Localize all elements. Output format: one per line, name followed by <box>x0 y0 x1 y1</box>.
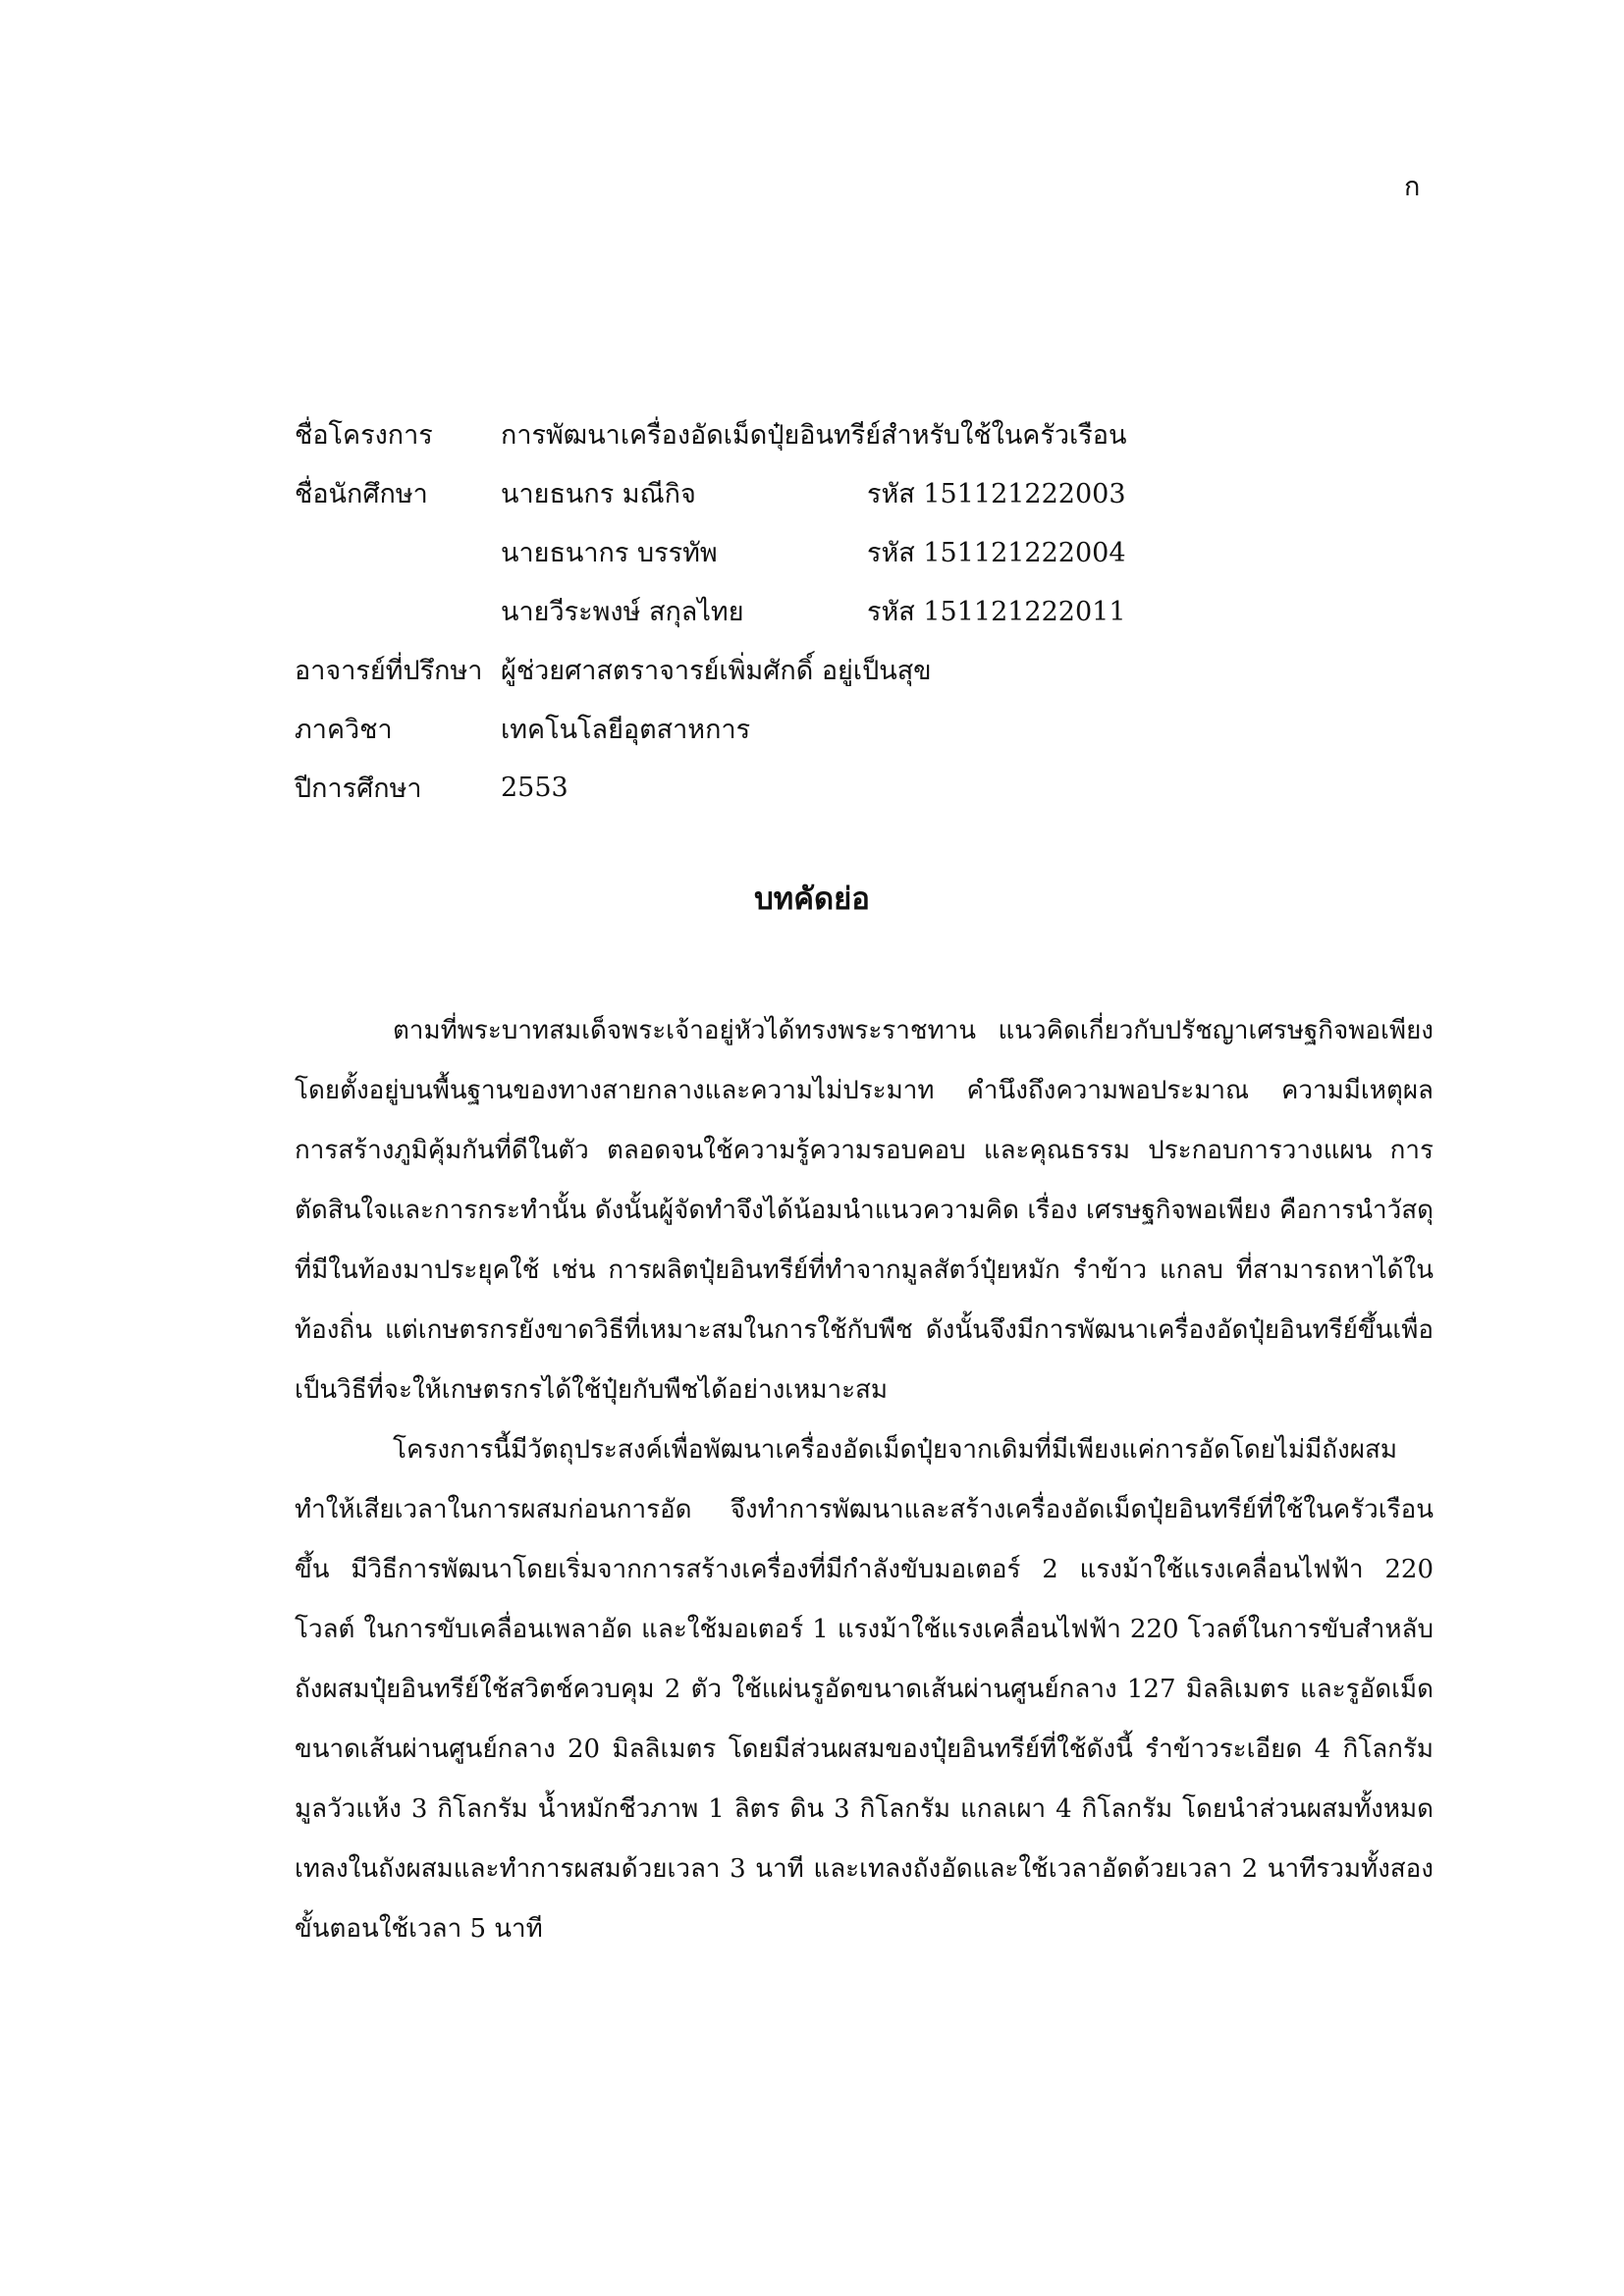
abstract-paragraph: โครงการนี้มีวัตถุประสงค์เพื่อพัฒนาเครื่องอัดเม็ดปุ๋ยจากเดิมที่มีเพียงแค่การอัดโดยไม่มีถังผสม ทำให้เสียเวลาในการผสมก่อนการอัด จึงทำการพัฒนาและสร้างเครื่องอัดเม็ดปุ๋ยอินทรีย์ที่ใช้ในครัวเรือนขึ้น มีวิธีการพัฒนาโดยเริ่มจากการสร้างเครื่องที่มีกำลังขับมอเตอร์ 2 แรงม้าใช้แรงเคลื่อนไฟฟ้า 220 โวลต์ ในการขับเคลื่อนเพลาอัด และใช้มอเตอร์ 1 แรงม้าใช้แรงเคลื่อนไฟฟ้า 220 โวลต์ในการขับสำหลับถังผสมปุ๋ยอินทรีย์ใช้สวิตช์ควบคุม 2 ตัว ใช้แผ่นรูอัดขนาดเส้นผ่านศูนย์กลาง 127 มิลลิเมตร และรูอัดเม็ดขนาดเส้นผ่านศูนย์กลาง 20 มิลลิเมตร โดยมีส่วนผสมของปุ๋ยอินทรีย์ที่ใช้ดังนี้ รำข้าวระเอียด 4 กิโลกรัม มูลวัวแห้ง 3 กิโลกรัม น้ำหมักชีวภาพ 1 ลิตร ดิน 3 กิโลกรัม แกลเผา 4 กิโลกรัม โดยนำส่วนผสมทั้งหมดเทลงในถังผสมและทำการผสมด้วยเวลา 3 นาที และเทลงถังอัดและใช้เวลาอัดด้วยเวลา 2 นาทีรวมทั้งสองขั้นตอนใช้เวลา 5 นาที <box>295 1435 1434 1944</box>
student-id: รหัส 151121222011 <box>867 596 1126 627</box>
project-title: การพัฒนาเครื่องอัดเม็ดปุ๋ยอินทรีย์สำหรับใช้ในครัวเรือน <box>501 419 1127 451</box>
advisor-row <box>295 640 1434 699</box>
academic-year: 2553 <box>501 772 568 803</box>
abstract-paragraph: ตามที่พระบาทสมเด็จพระเจ้าอยู่หัวได้ทรงพระราชทาน แนวคิดเกี่ยวกับปรัชญาเศรษฐกิจพอเพียง โดยตั้งอยู่บนพื้นฐานของทางสายกลางและความไม่ประมาท คำนึงถึงความพอประมาณ ความมีเหตุผล การสร้างภูมิคุ้มกันที่ดีในตัว ตลอดจนใช้ความรู้ความรอบคอบ และคุณธรรม ประกอบการวางแผน การตัดสินใจและการกระทำนั้น ดังนั้นผู้จัดทำจึงได้น้อมนำแนวความคิด เรื่อง เศรษฐกิจพอเพียง คือการนำวัสดุที่มีในท้องมาประยุคใช้ เช่น การผลิตปุ๋ยอินทรีย์ที่ทำจากมูลสัตว์ปุ๋ยหมัก รำข้าว แกลบ ที่สามารถหาได้ในท้องถิ่น แต่เกษตรกรยังขาดวิธีที่เหมาะสมในการใช้กับพืช ดังนั้นจึงมีการพัฒนาเครื่องอัดปุ๋ยอินทรีย์ขึ้นเพื่อเป็นวิธีที่จะให้เกษตรกรได้ใช้ปุ๋ยกับพืชได้อย่างเหมาะสม <box>295 1016 1434 1405</box>
project-info <box>295 404 1434 817</box>
student-name: นายธนากร บรรทัพ <box>501 537 718 568</box>
year-label: ปีการศึกษา <box>295 773 422 804</box>
student-id: รหัส 151121222004 <box>867 537 1126 568</box>
page-number: ก <box>1404 172 1421 202</box>
student-entry <box>501 590 1434 632</box>
project-row <box>295 404 1434 463</box>
year-row <box>295 758 1434 817</box>
department-name: เทคโนโลยีอุตสาหการ <box>501 714 751 745</box>
abstract-heading: บทคัดย่อ <box>754 881 870 917</box>
student-row <box>295 463 1434 522</box>
student-entry <box>501 531 1434 573</box>
student-name: นายวีระพงษ์ สกุลไทย <box>501 596 744 627</box>
students-label: ชื่อนักศึกษา <box>295 478 428 509</box>
department-row <box>295 699 1434 758</box>
student-entry <box>501 472 1434 514</box>
student-row <box>295 522 1434 581</box>
project-label: ชื่อโครงการ <box>295 419 433 451</box>
abstract-body <box>295 1001 1434 1959</box>
student-id: รหัส 151121222003 <box>867 478 1126 509</box>
advisor-label: อาจารย์ที่ปรึกษา <box>295 655 483 686</box>
student-row <box>295 581 1434 640</box>
student-name: นายธนกร มณีกิจ <box>501 478 696 509</box>
department-label: ภาควิชา <box>295 714 393 745</box>
advisor-name: ผู้ช่วยศาสตราจารย์เพิ่มศักดิ์ อยู่เป็นสุข <box>501 655 932 686</box>
